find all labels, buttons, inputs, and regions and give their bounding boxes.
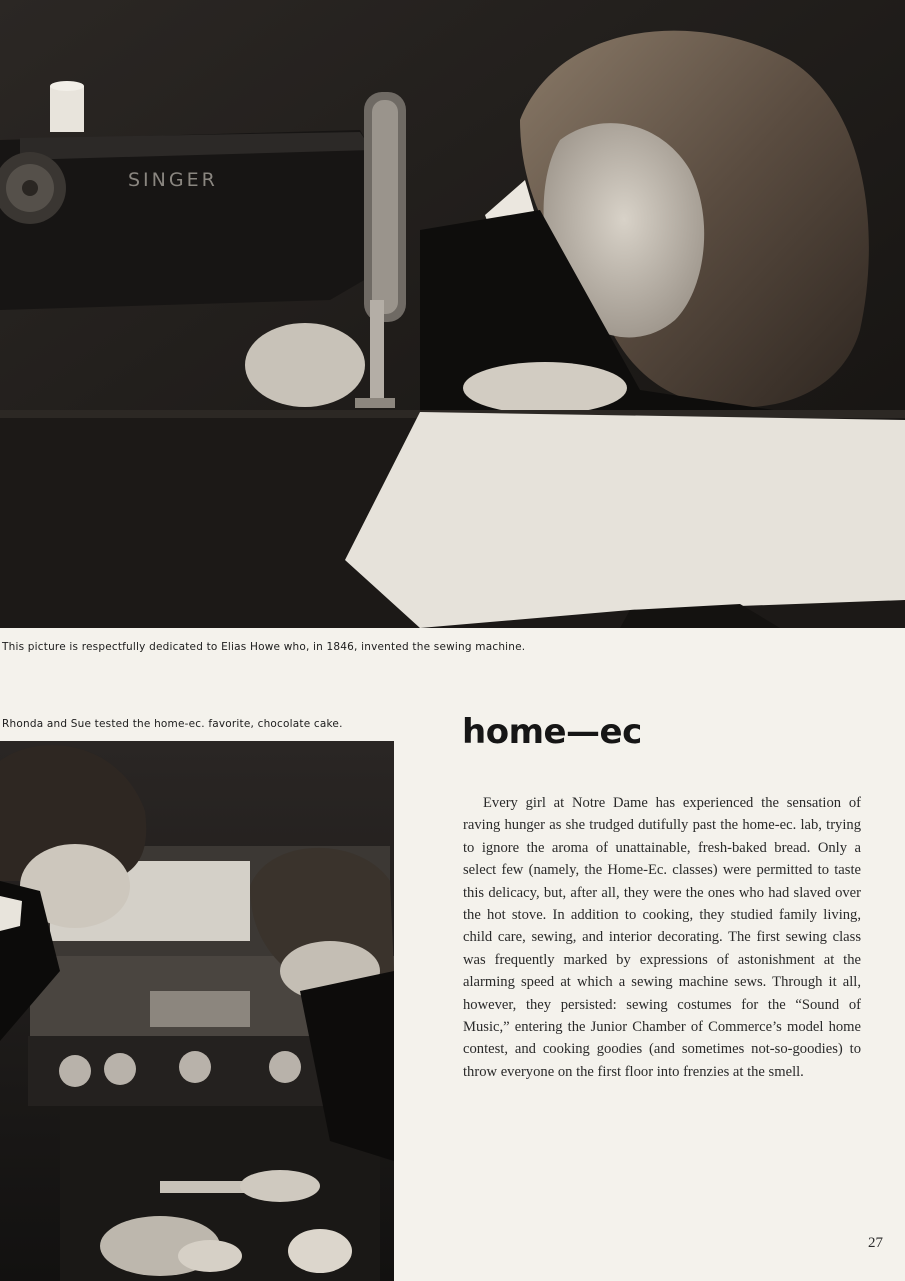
top-photo-caption: This picture is respectfully dedicated to Elias Howe who, in 1846, invented the sewing machine. bbox=[2, 641, 526, 653]
singer-logo: SINGER bbox=[128, 169, 218, 191]
page-number: 27 bbox=[868, 1235, 883, 1251]
stove-photo-art bbox=[0, 741, 394, 1281]
bottom-photo-caption: Rhonda and Sue tested the home-ec. favorite, chocolate cake. bbox=[2, 718, 343, 730]
stove-photo bbox=[0, 741, 394, 1281]
sewing-machine-photo-art bbox=[0, 0, 905, 628]
article-body: Every girl at Notre Dame has experienced the sensation of raving hunger as she trudged dutifully past the home-ec. lab, trying to ignore the aroma of unattainable, fresh-baked bread. Only a select few (namely, the Home-Ec. classes) were permitted to taste this delicacy, but, after all, they were the ones who had slaved over the hot stove. In addition to cooking, they studied family living, child care, sewing, and interior decorating. The first sewing class was frequently marked by expressions of astonishment at the alarming speed at which a sewing machine sews. Through it all, however, they persisted: sewing costumes for the “Sound of Music,” entering the Junior Chamber of Commerce’s model home contest, and cooking goodies (and sometimes not-so-goodies) to throw everyone on the first floor into frenzies at the smell. bbox=[463, 795, 861, 1080]
article-title: home—ec bbox=[462, 712, 642, 752]
sewing-machine-photo bbox=[0, 0, 905, 628]
